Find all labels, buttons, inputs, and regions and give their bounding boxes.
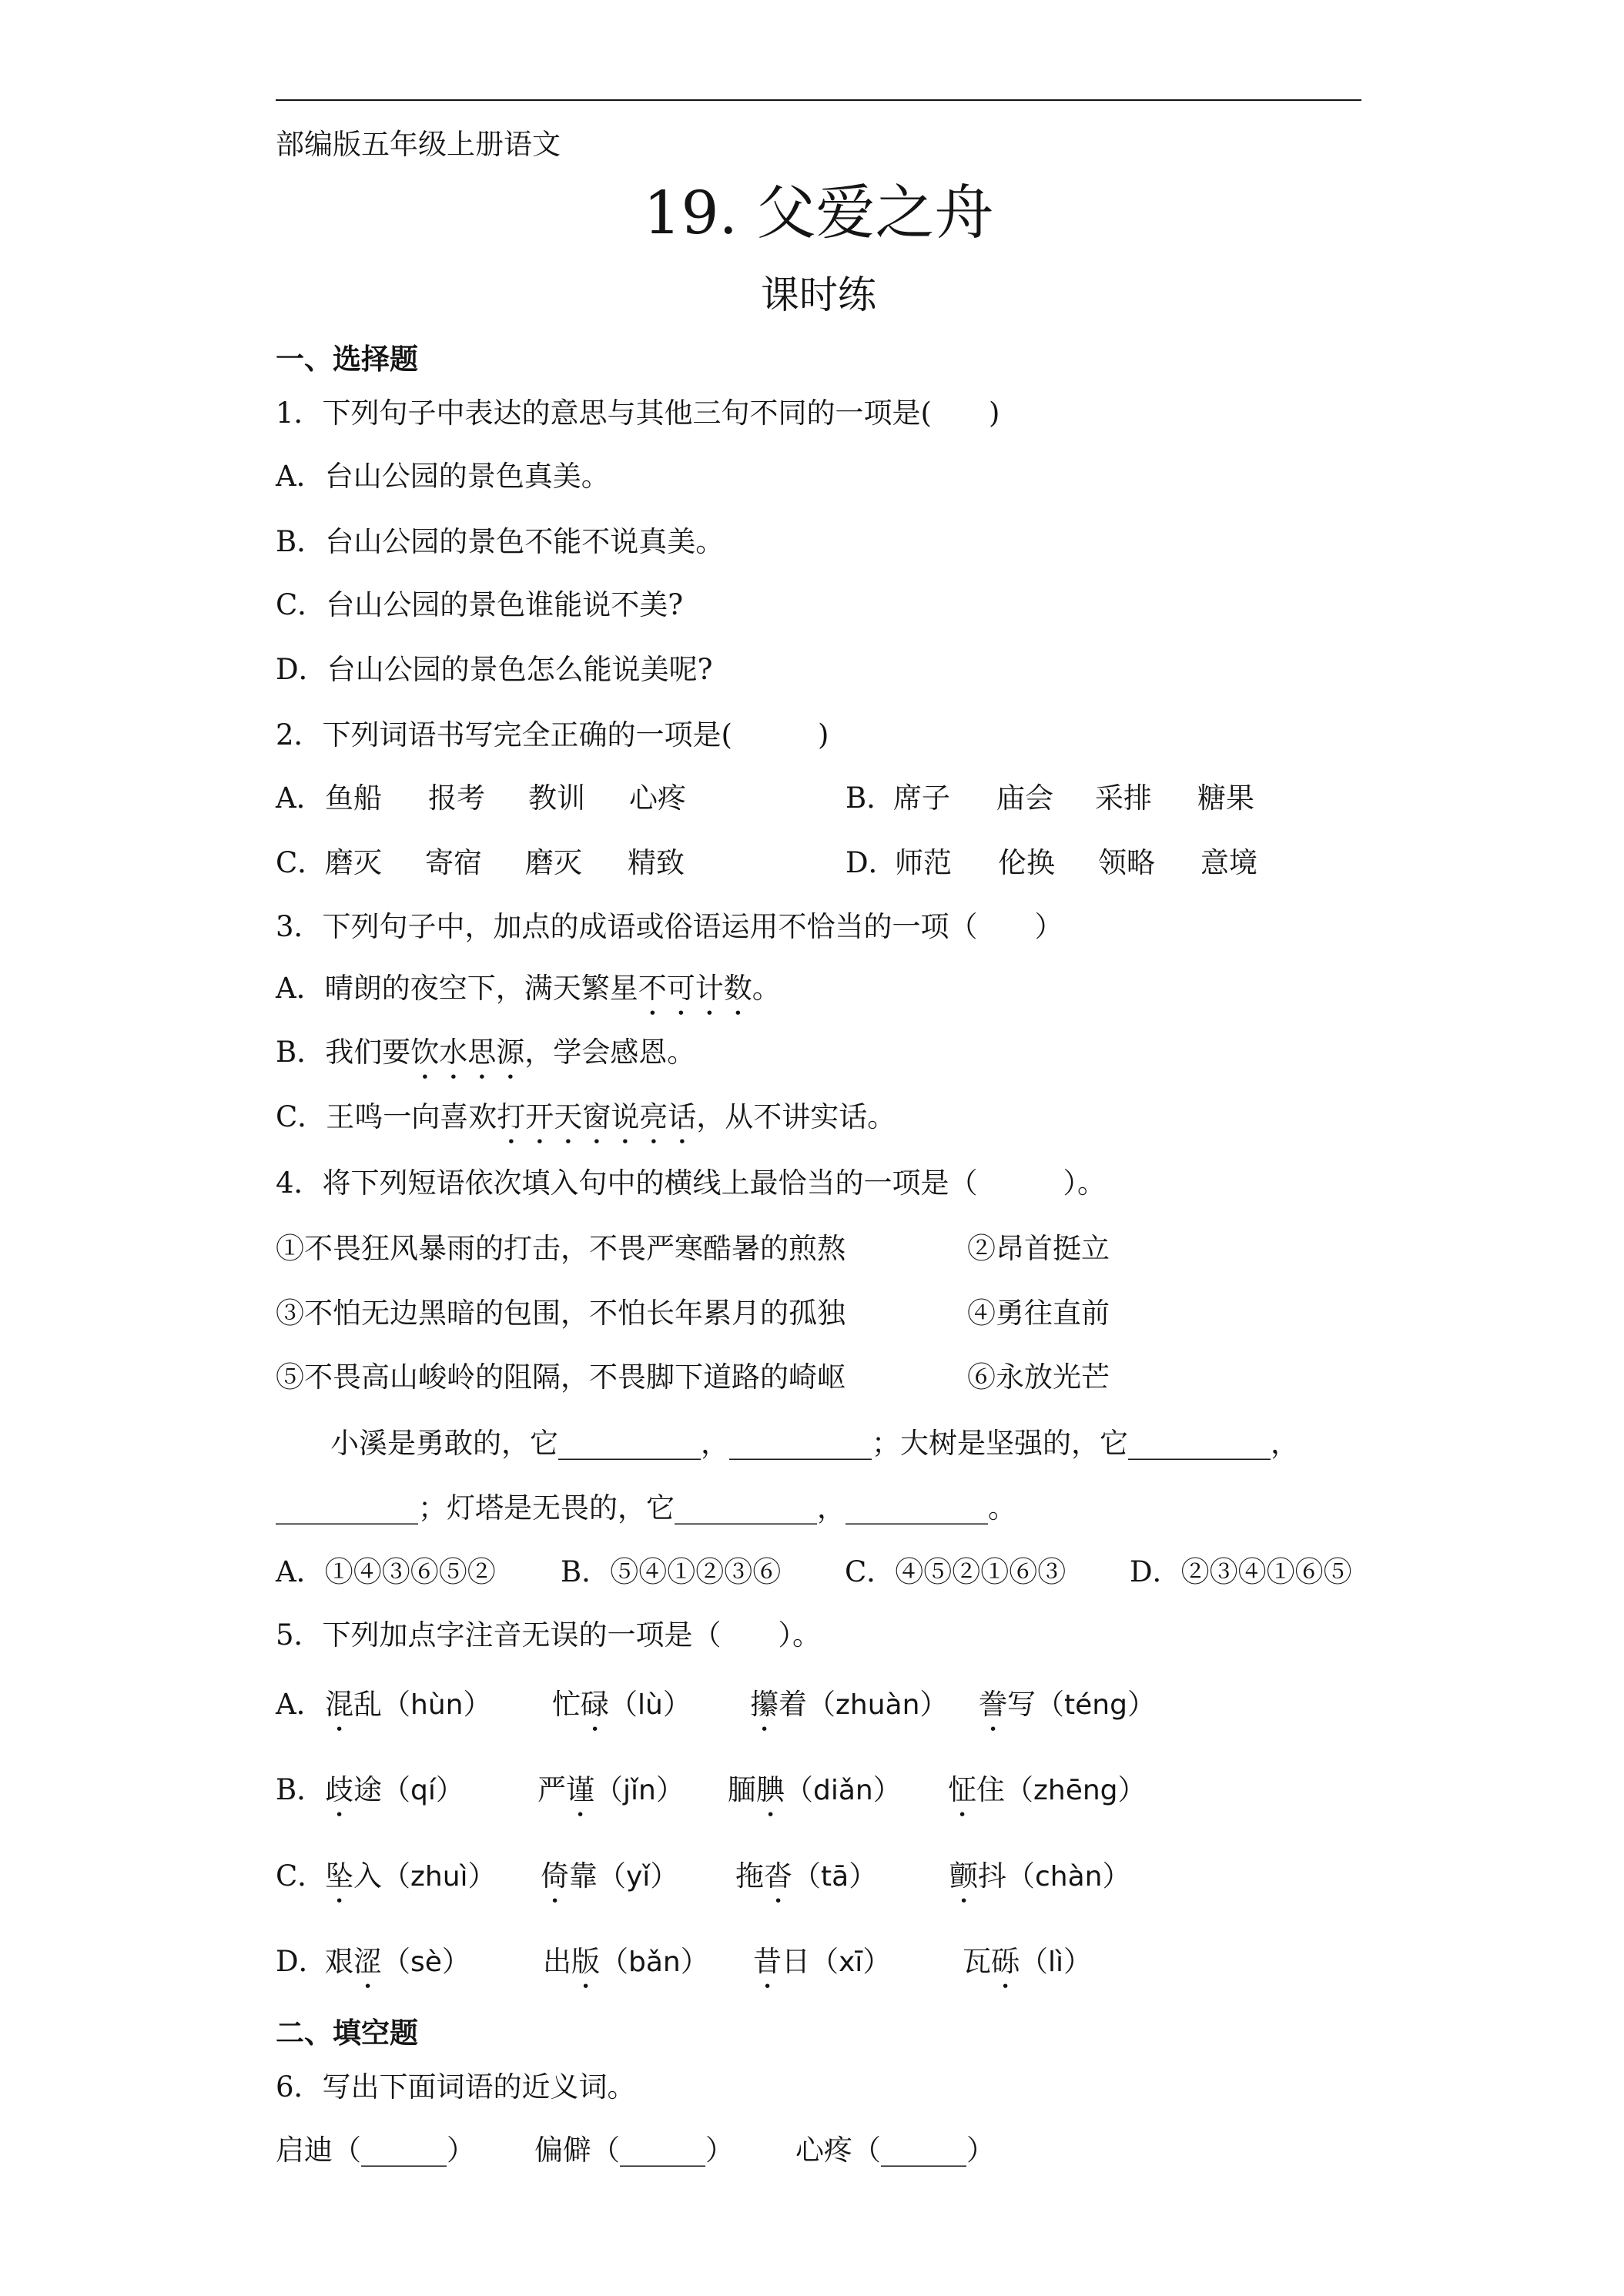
paren-open: （ bbox=[382, 1773, 410, 1806]
q5-word bbox=[325, 1939, 470, 1985]
q5-word bbox=[735, 1853, 877, 1899]
q4-option-a: A．①④③⑥⑤② bbox=[276, 1555, 496, 1588]
q5-option-d-label: D． bbox=[276, 1945, 327, 1978]
q3-option-a-tail: 。 bbox=[752, 972, 781, 1005]
q2-option-d-word: 领略 bbox=[1098, 846, 1155, 879]
paren-close: ） bbox=[467, 1859, 497, 1893]
q2-option-a-word: 报考 bbox=[428, 782, 485, 815]
q2-option-b-word: 庙会 bbox=[996, 782, 1053, 815]
q1-stem: 1．下列句子中表达的意思与其他三句不同的一项是( ) bbox=[276, 397, 1000, 430]
q6-stem: 6．写出下面词语的近义词。 bbox=[276, 2070, 636, 2104]
q2-options-row-cd bbox=[0, 840, 1624, 886]
pinyin: zhēng bbox=[1033, 1775, 1118, 1806]
q5-word bbox=[541, 1853, 678, 1899]
q1-option-b: B．台山公园的景色不能不说真美。 bbox=[276, 525, 725, 558]
q3-option-c-dotted-idiom: 打开天窗说亮话 bbox=[497, 1100, 697, 1133]
q5-char: 混 bbox=[325, 1688, 353, 1721]
q5-char: 谨 bbox=[566, 1773, 594, 1806]
paren-open: （ bbox=[810, 1945, 839, 1978]
q5-char: 砾 bbox=[991, 1945, 1020, 1978]
q5-char: 忙 bbox=[552, 1688, 581, 1721]
q2-option-b-word: 席子 bbox=[893, 782, 950, 815]
q5-option-a-row bbox=[0, 1682, 1624, 1728]
q4-option-b: B．⑤④①②③⑥ bbox=[561, 1555, 782, 1588]
q2-stem: 2．下列词语书写完全正确的一项是( ) bbox=[276, 718, 829, 751]
q5-char: 严 bbox=[537, 1773, 566, 1806]
paren-open: （ bbox=[609, 1688, 638, 1721]
paren-open: （ bbox=[600, 1945, 628, 1978]
q4-phrase-1: ①不畏狂风暴雨的打击，不畏严寒酷暑的煎熬 bbox=[276, 1232, 845, 1265]
q4-option-d: D．②③④①⑥⑤ bbox=[1130, 1555, 1352, 1588]
q3-option-b bbox=[276, 1029, 695, 1076]
q5-char: 日 bbox=[782, 1945, 810, 1978]
q5-char: 着 bbox=[779, 1688, 807, 1721]
q3-option-c bbox=[276, 1094, 896, 1140]
q5-option-a-label: A． bbox=[276, 1688, 325, 1721]
q3-option-a-text: A．晴朗的夜空下，满天繁星 bbox=[276, 972, 638, 1005]
q4-phrase-5: ⑤不畏高山峻岭的阻隔，不畏脚下道路的崎岖 bbox=[276, 1361, 845, 1394]
q4-phrase-4: ④勇往直前 bbox=[967, 1297, 1110, 1330]
pinyin: xī bbox=[839, 1946, 863, 1978]
paren-open: （ bbox=[792, 1859, 821, 1893]
paren-close: ） bbox=[1117, 1773, 1147, 1806]
q3-option-b-text: B．我们要 bbox=[276, 1036, 411, 1069]
q4-phrase-row-2 bbox=[0, 1290, 1624, 1337]
pinyin: yǐ bbox=[626, 1861, 651, 1893]
q1-option-d: D．台山公园的景色怎么能说美呢? bbox=[276, 653, 713, 686]
q2-option-a-word: 鱼船 bbox=[325, 782, 382, 815]
q2-option-a-word: 教训 bbox=[528, 782, 585, 815]
paren-close: ） bbox=[441, 1945, 470, 1978]
q3-option-b-tail: ，学会感恩。 bbox=[524, 1036, 696, 1069]
q5-word bbox=[963, 1939, 1092, 1985]
paren-open: （ bbox=[382, 1945, 410, 1978]
q5-char: 入 bbox=[353, 1859, 382, 1893]
q2-option-d-label: D． bbox=[845, 846, 897, 879]
q5-word bbox=[552, 1682, 691, 1728]
lesson-title: 19. 父爱之舟 bbox=[643, 179, 994, 248]
q2-option-c-word: 精致 bbox=[628, 846, 685, 879]
q2-option-c-word: 磨灭 bbox=[325, 846, 382, 879]
paren-open: （ bbox=[598, 1859, 626, 1893]
paren-open: （ bbox=[382, 1859, 410, 1893]
paren-close: ） bbox=[662, 1688, 691, 1721]
q5-option-c-row bbox=[0, 1853, 1624, 1899]
paren-open: （ bbox=[1036, 1688, 1064, 1721]
section-heading-choice: 一、选择题 bbox=[276, 342, 418, 376]
q4-phrase-6: ⑥永放光芒 bbox=[967, 1361, 1110, 1394]
series-label: 部编版五年级上册语文 bbox=[276, 128, 561, 161]
q5-char: 碌 bbox=[581, 1688, 609, 1721]
q5-char: 瓦 bbox=[963, 1945, 991, 1978]
q5-char: 拖 bbox=[735, 1859, 764, 1893]
q1-option-c: C．台山公园的景色谁能说不美? bbox=[276, 588, 684, 621]
pinyin: diǎn bbox=[813, 1775, 873, 1806]
pinyin: zhuàn bbox=[835, 1689, 920, 1721]
paren-open: （ bbox=[807, 1688, 835, 1721]
q5-char: 怔 bbox=[948, 1773, 976, 1806]
q4-passage-line-2: __________；灯塔是无畏的，它__________，__________。 bbox=[276, 1491, 1016, 1525]
paren-open: （ bbox=[1005, 1773, 1033, 1806]
q5-char: 艰 bbox=[325, 1945, 353, 1978]
paren-open: （ bbox=[382, 1688, 410, 1721]
q5-word bbox=[325, 1767, 464, 1813]
q5-word bbox=[753, 1939, 891, 1985]
q3-option-c-text: C．王鸣一向喜欢 bbox=[276, 1100, 497, 1133]
q4-phrase-row-1 bbox=[0, 1226, 1624, 1272]
lesson-subtitle: 课时练 bbox=[761, 273, 876, 317]
q5-char: 住 bbox=[976, 1773, 1005, 1806]
q4-phrase-3: ③不怕无边黑暗的包围，不怕长年累月的孤独 bbox=[276, 1297, 845, 1330]
q2-option-c-label: C． bbox=[276, 846, 326, 879]
q5-char: 靠 bbox=[569, 1859, 598, 1893]
q2-option-a-label: A． bbox=[276, 782, 325, 815]
q4-options-row bbox=[0, 1549, 1624, 1595]
q3-stem: 3．下列句子中，加点的成语或俗语运用不恰当的一项（ ） bbox=[276, 910, 1063, 943]
q5-char: 昔 bbox=[753, 1945, 782, 1978]
pinyin: lù bbox=[638, 1689, 663, 1721]
q6-item-3: 心疼（______） bbox=[795, 2134, 995, 2167]
q2-options-row-ab bbox=[0, 775, 1624, 822]
q5-char: 倚 bbox=[541, 1859, 569, 1893]
paren-close: ） bbox=[1127, 1688, 1156, 1721]
pinyin: chàn bbox=[1035, 1861, 1103, 1893]
pinyin: qí bbox=[410, 1775, 436, 1806]
q6-item-2: 偏僻（______） bbox=[534, 2134, 734, 2167]
q3-option-a-dotted-idiom: 不可计数 bbox=[638, 972, 752, 1005]
paren-close: ） bbox=[435, 1773, 464, 1806]
q3-option-c-tail: ，从不讲实话。 bbox=[696, 1100, 896, 1133]
q2-option-c-word: 寄宿 bbox=[425, 846, 482, 879]
q2-option-d-word: 伦换 bbox=[998, 846, 1055, 879]
q5-word bbox=[979, 1682, 1156, 1728]
paren-close: ） bbox=[862, 1945, 892, 1978]
q5-char: 版 bbox=[571, 1945, 600, 1978]
q5-word bbox=[543, 1939, 709, 1985]
q5-word bbox=[948, 1767, 1147, 1813]
q5-option-d-row bbox=[0, 1939, 1624, 1985]
q2-option-d-word: 师范 bbox=[895, 846, 952, 879]
q5-char: 腆 bbox=[756, 1773, 785, 1806]
paren-close: ） bbox=[872, 1773, 902, 1806]
q5-char: 颤 bbox=[949, 1859, 978, 1893]
paren-open: （ bbox=[594, 1773, 623, 1806]
q5-word bbox=[728, 1767, 902, 1813]
paren-close: ） bbox=[650, 1859, 679, 1893]
q5-char: 誊 bbox=[979, 1688, 1007, 1721]
q4-option-c: C．④⑤②①⑥③ bbox=[845, 1555, 1066, 1588]
q5-char: 歧 bbox=[325, 1773, 353, 1806]
q2-option-c-word: 磨灭 bbox=[525, 846, 582, 879]
q5-word bbox=[750, 1682, 948, 1728]
q4-passage-line-1: 小溪是勇敢的，它__________，__________；大树是坚强的，它__________， bbox=[330, 1427, 1299, 1460]
q5-word bbox=[537, 1767, 685, 1813]
paren-close: ） bbox=[655, 1773, 685, 1806]
pinyin: bǎn bbox=[628, 1946, 681, 1978]
q5-option-b-label: B． bbox=[276, 1773, 326, 1806]
q5-char: 坠 bbox=[325, 1859, 353, 1893]
q2-option-b-label: B． bbox=[845, 782, 896, 815]
q2-option-d-word: 意境 bbox=[1200, 846, 1257, 879]
q5-char: 攥 bbox=[750, 1688, 779, 1721]
pinyin: tā bbox=[821, 1861, 849, 1893]
q5-stem: 5．下列加点字注音无误的一项是（ ）。 bbox=[276, 1618, 822, 1652]
q5-char: 乱 bbox=[353, 1688, 382, 1721]
pinyin: téng bbox=[1064, 1689, 1127, 1721]
pinyin: jǐn bbox=[623, 1775, 656, 1806]
pinyin: zhuì bbox=[410, 1861, 468, 1893]
q4-stem: 4．将下列短语依次填入句中的横线上最恰当的一项是（ ）。 bbox=[276, 1166, 1107, 1200]
q4-phrase-2: ②昂首挺立 bbox=[967, 1232, 1110, 1265]
q5-char: 写 bbox=[1007, 1688, 1036, 1721]
q5-char: 腼 bbox=[728, 1773, 756, 1806]
q5-char: 抖 bbox=[978, 1859, 1006, 1893]
pinyin: lì bbox=[1048, 1946, 1064, 1978]
q5-option-b-row bbox=[0, 1767, 1624, 1813]
paren-open: （ bbox=[1006, 1859, 1035, 1893]
paren-close: ） bbox=[1063, 1945, 1093, 1978]
paren-close: ） bbox=[919, 1688, 949, 1721]
paren-close: ） bbox=[1102, 1859, 1131, 1893]
q5-char: 途 bbox=[353, 1773, 382, 1806]
q5-word bbox=[325, 1682, 491, 1728]
q5-word bbox=[325, 1853, 497, 1899]
pinyin: hùn bbox=[410, 1689, 464, 1721]
paren-close: ） bbox=[463, 1688, 492, 1721]
section-heading-fill-in: 二、填空题 bbox=[276, 2016, 418, 2050]
q1-option-a: A．台山公园的景色真美。 bbox=[276, 460, 610, 493]
q2-option-b-word: 糖果 bbox=[1197, 782, 1254, 815]
q6-items-row bbox=[0, 2127, 1624, 2174]
q2-option-a-word: 心疼 bbox=[629, 782, 686, 815]
q2-option-b-word: 采排 bbox=[1095, 782, 1152, 815]
q3-option-a bbox=[276, 966, 781, 1012]
paren-open: （ bbox=[785, 1773, 813, 1806]
q5-char: 涩 bbox=[353, 1945, 382, 1978]
q3-option-b-dotted-idiom: 饮水思源 bbox=[410, 1036, 525, 1069]
paren-close: ） bbox=[680, 1945, 709, 1978]
paren-close: ） bbox=[849, 1859, 878, 1893]
q5-char: 出 bbox=[543, 1945, 571, 1978]
pinyin: sè bbox=[410, 1946, 442, 1978]
q5-option-c-label: C． bbox=[276, 1859, 326, 1893]
header-rule bbox=[276, 99, 1361, 101]
paren-open: （ bbox=[1020, 1945, 1048, 1978]
q6-item-1: 启迪（______） bbox=[276, 2134, 475, 2167]
q5-word bbox=[949, 1853, 1131, 1899]
q4-phrase-row-3 bbox=[0, 1354, 1624, 1401]
q5-char: 沓 bbox=[764, 1859, 792, 1893]
